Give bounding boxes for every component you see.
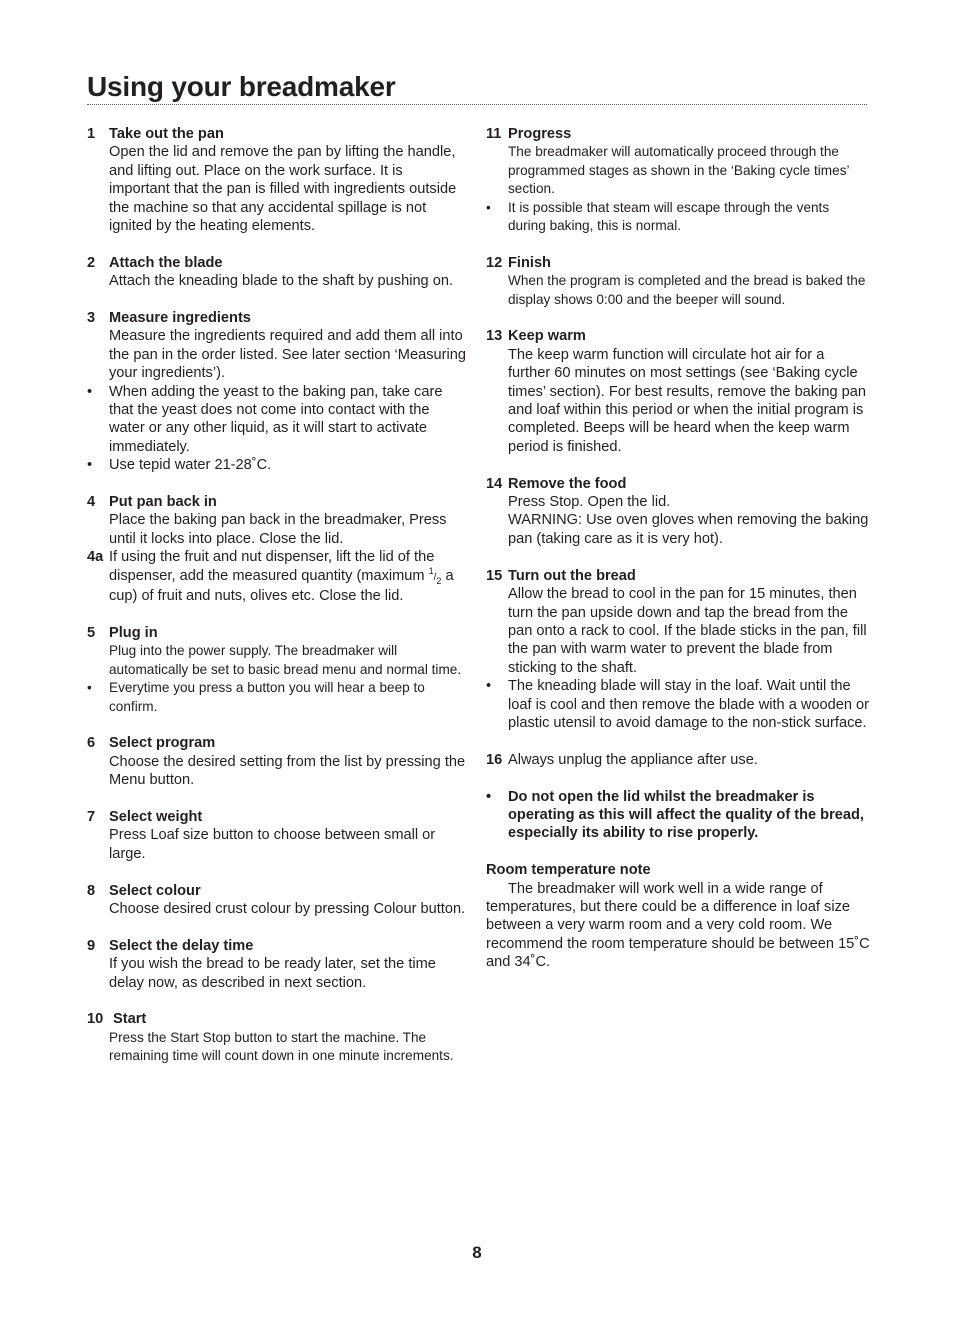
step-heading: Select weight <box>109 808 203 825</box>
note-heading: Room temperature note <box>486 862 651 879</box>
step-fruit-dispenser <box>87 548 467 605</box>
step-heading: Start <box>113 1011 147 1028</box>
step-text: Measure the ingredients required and add them all into the pan in the order listed. See later section ‘Measuring your ingredients’). <box>109 328 466 382</box>
bullet-item <box>87 383 467 457</box>
step-keep-warm <box>486 327 870 456</box>
bullet-item <box>486 677 870 732</box>
step-text: Choose the desired setting from the list by pressing the Menu button. <box>109 753 466 789</box>
step-number: 5 <box>87 624 96 641</box>
step-heading: Keep warm <box>508 328 586 345</box>
bullet-icon: • <box>87 680 92 696</box>
step-number: 12 <box>486 254 503 271</box>
step-heading: Measure ingredients <box>109 310 251 327</box>
step-select-program <box>87 734 467 789</box>
dotted-divider <box>87 104 867 105</box>
step-text: Choose desired crust colour by pressing Colour button. <box>109 900 466 917</box>
step-heading: Select colour <box>109 882 201 899</box>
step-text <box>109 548 467 605</box>
step-turn-out-bread <box>486 567 870 733</box>
bullet-item <box>486 199 870 236</box>
step-select-weight <box>87 808 467 863</box>
step-number: 9 <box>87 937 96 954</box>
right-column <box>486 125 870 972</box>
step-remove-food <box>486 475 870 549</box>
step-heading: Attach the blade <box>109 254 223 271</box>
room-temperature-note <box>486 861 870 971</box>
step-heading: Select the delay time <box>109 937 254 954</box>
step-number: 3 <box>87 310 96 327</box>
step-warning-text: WARNING: Use oven gloves when removing the baking pan (taking care as it is very hot). <box>508 512 869 547</box>
step-number: 13 <box>486 328 503 345</box>
bullet-item <box>87 456 467 474</box>
step-delay-time <box>87 937 467 992</box>
step-number: 8 <box>87 882 96 899</box>
step-put-pan-back <box>87 493 467 548</box>
bullet-text: Use tepid water 21-28˚C. <box>109 457 272 474</box>
step-number: 10 <box>87 1011 104 1028</box>
step-text: Press Loaf size button to choose between small or large. <box>109 827 436 862</box>
step-unplug <box>486 751 870 769</box>
step-text: If you wish the bread to be ready later, set the time delay now, as described in next section. <box>109 956 436 991</box>
step-text: Press the Start Stop button to start the machine. The remaining time will count down in one minute increments. <box>109 1029 454 1064</box>
step-text: Plug into the power supply. The breadmaker will automatically be set to basic bread menu and normal time. <box>109 643 462 677</box>
step-text-part: If using the fruit and nut dispenser, lift the lid of the dispenser, add the measured quantity (maximum <box>109 549 435 584</box>
bullet-icon: • <box>486 199 491 215</box>
page-number: 8 <box>472 1243 482 1262</box>
step-text: The breadmaker will automatically proceed through the programmed stages as shown in the ‘Baking cycle times’ section. <box>508 144 850 197</box>
step-take-out-pan <box>87 125 467 235</box>
step-heading: Progress <box>508 126 572 142</box>
page-title: Using your breadmaker <box>87 71 396 102</box>
step-heading: Finish <box>508 254 551 271</box>
fraction-slash: / <box>433 571 437 583</box>
step-text: Always unplug the appliance after use. <box>508 751 758 768</box>
step-start <box>87 1010 467 1065</box>
step-select-colour <box>87 882 467 919</box>
bullet-icon: • <box>486 678 492 695</box>
bullet-item <box>87 679 467 716</box>
step-finish <box>486 254 870 309</box>
step-heading: Remove the food <box>508 475 627 492</box>
step-text: Open the lid and remove the pan by lifting the handle, and lifting out. Place on the work surface. It is important that the pan is filled with ingredients outside the machine so that any accidental spillage is not ignited by the heating elements. <box>109 144 457 235</box>
step-text: The keep warm function will circulate hot air for a further 60 minutes on most settings (see ‘Baking cycle times’ section). For best results, remove the baking pan and loaf within this period or when the initial program is completed. Beeps will be heard when the keep warm period is finished. <box>508 346 866 455</box>
step-measure-ingredients <box>87 309 467 475</box>
step-number: 1 <box>87 126 96 142</box>
step-progress <box>486 125 870 235</box>
step-text: Allow the bread to cool in the pan for 15 minutes, then turn the pan upside down and tap the bread from the pan onto a rack to cool. If the blade sticks in the pan, fill the pan with warm water to prevent the blade from sticking to the shaft. <box>508 586 867 676</box>
step-number: 6 <box>87 735 96 752</box>
step-number: 4 <box>87 494 96 511</box>
step-number: 15 <box>486 567 503 584</box>
step-text-part: a cup) of fruit and nuts, olives etc. Close the lid. <box>109 567 454 605</box>
step-number: 11 <box>486 126 502 142</box>
bullet-text: When adding the yeast to the baking pan, take care that the yeast does not come into contact with the water or any other liquid, as it will start to activate immediately. <box>109 383 443 455</box>
bullet-text: The kneading blade will stay in the loaf. Wait until the loaf is cool and then remove the blade with a wooden or plastic utensil to avoid damage to the non-stick surface. <box>508 678 870 731</box>
step-attach-blade <box>87 254 467 291</box>
step-number: 7 <box>87 808 96 825</box>
lid-warning <box>486 788 870 843</box>
step-number: 16 <box>486 751 503 768</box>
step-number: 4a <box>87 549 104 566</box>
bullet-text: It is possible that steam will escape through the vents during baking, this is normal. <box>508 199 830 234</box>
step-number: 2 <box>87 254 96 271</box>
step-heading: Put pan back in <box>109 494 217 511</box>
step-text: Attach the kneading blade to the shaft by pushing on. <box>109 273 454 290</box>
fraction-denominator: 2 <box>436 575 442 586</box>
fraction-numerator: 1 <box>428 565 434 576</box>
step-heading: Take out the pan <box>109 126 224 142</box>
note-text: The breadmaker will work well in a wide range of temperatures, but there could be a difference in loaf size between a very warm room and a very cold room. We recommend the room temperature should be between 15˚C and 34˚C. <box>486 880 870 971</box>
step-number: 14 <box>486 475 503 492</box>
lid-warning-text: Do not open the lid whilst the breadmaker is operating as this will affect the quality of the bread, especially its ability to rise properly. <box>508 788 864 842</box>
bullet-icon: • <box>87 457 93 474</box>
bullet-text: Everytime you press a button you will hear a beep to confirm. <box>109 680 425 714</box>
step-text: Press Stop. Open the lid. <box>508 494 671 511</box>
step-text: When the program is completed and the bread is baked the display shows 0:00 and the beeper will sound. <box>508 273 866 307</box>
step-heading: Plug in <box>109 624 158 641</box>
bullet-icon: • <box>486 788 492 805</box>
step-plug-in <box>87 624 467 716</box>
bullet-icon: • <box>87 383 93 400</box>
step-heading: Select program <box>109 735 216 752</box>
step-text: Place the baking pan back in the breadmaker, Press until it locks into place. Close the lid. <box>109 512 447 547</box>
step-heading: Turn out the bread <box>508 567 636 584</box>
left-column <box>87 125 467 1084</box>
